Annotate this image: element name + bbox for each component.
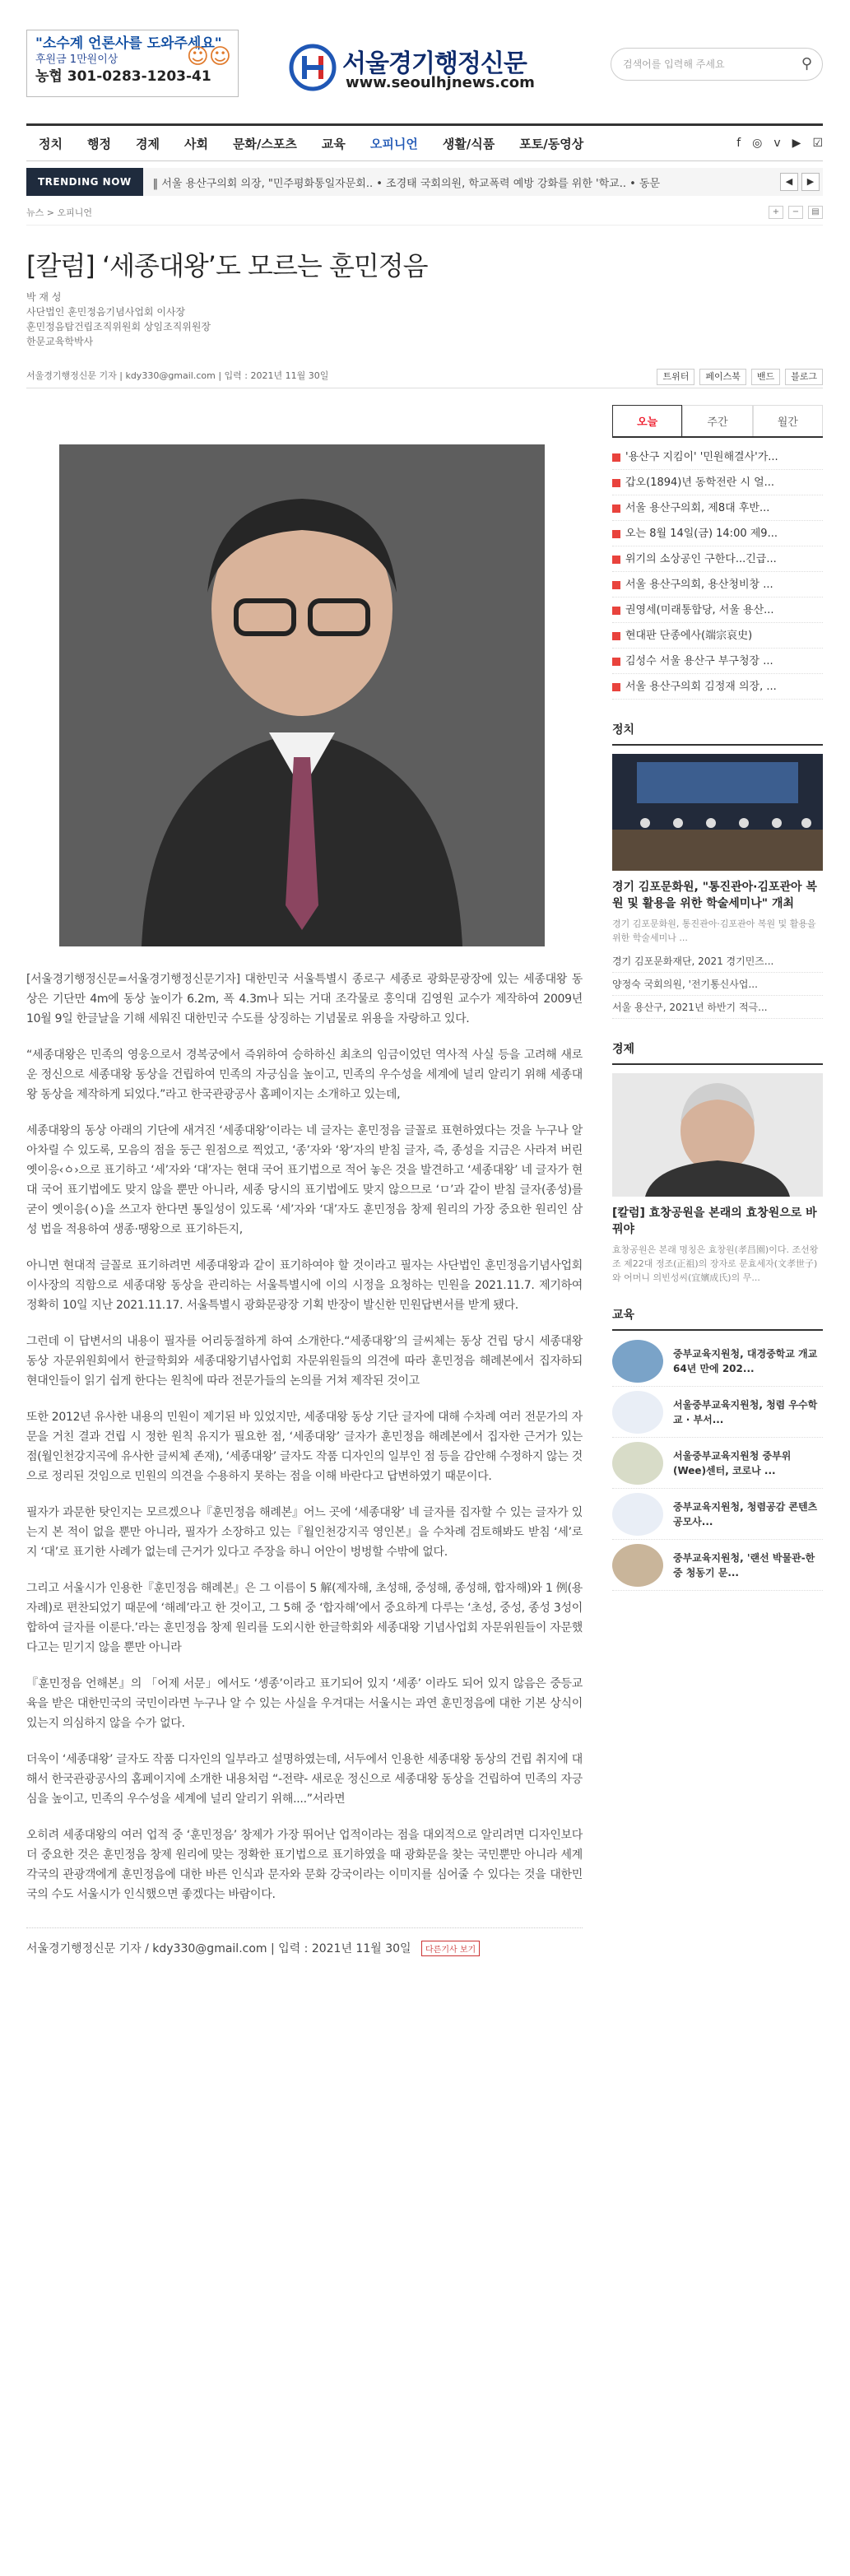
ad-line2: 후원금 1만원이상 <box>35 53 118 66</box>
list-item[interactable] <box>612 572 823 598</box>
politics-headline[interactable]: 경기 김포문화원, "통진관아·김포관아 복원 및 활용을 위한 학술세미나" 개최 <box>612 881 817 910</box>
share-band-button[interactable]: 밴드 <box>751 369 780 385</box>
article-paragraph: 오히려 세종대왕의 여러 업적 중 ‘훈민정음’ 창제가 가장 뛰어난 업적이라는 점을 대외적으로 알리려면 디자인보다 더 중요한 것은 훈민정음 창제 원리에 맞는 정확한 표기법으로 표기하였을 때 광화문을 찾는 국민뿐만 아니라 세계 각국의 관광객에게 훈민정음에 대한 바른 인식과 문자와 문화 강국이라는 이미지를 심어줄 수 있다는 것을 대한민국의 수도 서울시가 인식했으면 좋겠다는 바람이다. <box>26 1829 583 1901</box>
politics-list <box>612 950 823 1019</box>
education-list <box>612 1336 823 1591</box>
logo-mark-icon <box>288 43 337 92</box>
article-paragraph: 더욱이 ‘세종대왕’ 글자도 작품 디자인의 일부라고 설명하였는데, 서두에서 인용한 세종대왕 동상의 건립 취지에 대해서 한국관광공사의 홈페이지에 소개한 내용처럼 “-전략- 새로운 정신으로 세종대왕 동상을 건립하여 민족의 자긍심을 높이고, 민족의 우수성을 세계에 널리 알리기 위해....”서라면 <box>26 1753 583 1806</box>
byline-line: 박 재 성 <box>26 291 62 303</box>
education-item-label: 중부교육지원청, 대경중학교 개교 64년 만에 202... <box>673 1347 818 1374</box>
list-item[interactable] <box>612 444 823 470</box>
trending-controls <box>780 173 823 191</box>
tab-today[interactable]: 오늘 <box>612 405 682 436</box>
search-placeholder: 검색어를 입력해 주세요 <box>623 58 725 70</box>
article-text <box>26 969 583 1904</box>
article-paragraph: 필자가 과문한 탓인지는 모르겠으나『훈민정음 해례본』어느 곳에 ‘세종대왕’ 네 글자를 집자할 수 있는 글자가 있는지 본 적이 없을 뿐만 아니라, 필자가 소장하고 있는『월인천강지곡 영인본』을 수차례 검토해봐도 받침 ‘세’로 지 ‘대’로 표기한 사례가 없는데 근거가 있다고 주장을 하니 어안이 벙벙할 수밖에 없다. <box>26 1506 583 1559</box>
nav-item-opinion[interactable]: 오피니언 <box>369 136 418 151</box>
main-nav <box>26 123 823 161</box>
article-body <box>26 444 583 1956</box>
article-meta <box>26 369 823 388</box>
ranking-item-label: 권영세(미래통합당, 서울 용산... <box>625 604 774 616</box>
article-header <box>26 245 823 283</box>
thumbnail-image <box>612 1391 663 1434</box>
youtube-icon[interactable]: ▶ <box>792 137 801 150</box>
article-paragraph: [서울경기행정신문=서울경기행정신문기자] 대한민국 서울특별시 종로구 세종로 광화문광장에 있는 세종대왕 동상은 기단만 4m에 동상 높이가 6.2m, 폭 4.3m나 되는 거대 조각물로 홍익대 김영원 교수가 제작하여 2009년 10월 9일 한글날을 기해 세워진 대한민국 수도를 상징하는 기념물로 위용을 자랑하고 있다. <box>26 973 583 1025</box>
article-meta-text: 서울경기행정신문 기자 | kdy330@gmail.com | 입력 : 2021년 11월 30일 <box>26 370 329 381</box>
search-input[interactable] <box>611 48 823 81</box>
list-item[interactable] <box>612 674 823 700</box>
thumbnail-image <box>612 1340 663 1383</box>
nav-item-life-food[interactable]: 생활/식품 <box>442 136 495 151</box>
tab-weekly[interactable]: 주간 <box>682 405 752 436</box>
social-links <box>736 137 823 150</box>
ad-line3: 농협 301-0283-1203-41 <box>35 68 211 85</box>
list-item[interactable] <box>612 623 823 649</box>
ranking-item-label: 서울 용산구의회, 제8대 후반... <box>625 502 770 514</box>
signature-text: 서울경기행정신문 기자 / kdy330@gmail.com | 입력 : 2021년 11월 30일 <box>26 1942 411 1955</box>
article-paragraph: 『훈민정음 언해본』의 「어제 서문」에서도 ‘솅종’이라고 표기되어 있지 ‘세종’ 이라도 되어 있지 않음은 중등교육을 받은 대한민국의 국민이라면 누구나 알 수 있는 사실을 우겨대는 서울시는 과연 훈민정음에 대한 기본 상식이 있는지 의심하지 않을 수가 없다. <box>26 1677 583 1730</box>
section-heading-economy[interactable]: 경제 <box>612 1040 823 1065</box>
list-item[interactable]: 서울 용산구, 2021년 하반기 적극... <box>612 996 823 1019</box>
author-photo <box>59 444 545 946</box>
nav-item-society[interactable]: 사회 <box>183 136 208 151</box>
bullet-icon <box>612 505 620 513</box>
ranking-tabs <box>612 405 823 438</box>
bullet-icon <box>612 479 620 487</box>
nav-item-photo-video[interactable]: 포토/동영상 <box>519 136 584 151</box>
logo-url: www.seoulhjnews.com <box>346 74 535 91</box>
bullet-icon <box>612 632 620 640</box>
byline-line: 사단법인 훈민정음기념사업회 이사장 <box>26 306 186 318</box>
list-item[interactable] <box>612 546 823 572</box>
facebook-icon[interactable]: f <box>736 137 741 150</box>
sidebar <box>612 405 823 1591</box>
blog-icon[interactable]: ☑ <box>812 137 823 150</box>
share-facebook-button[interactable]: 페이스북 <box>699 369 746 385</box>
author-portrait-image <box>59 444 545 946</box>
share-blog-button[interactable]: 블로그 <box>785 369 823 385</box>
economy-summary: 효창공원은 본래 명칭은 효창원(孝昌園)이다. 조선왕조 제22대 정조(正祖)의 장자로 문효세자(文孝世子)와 어머니 의빈성씨(宜嬪成氏)의 무... <box>612 1244 819 1283</box>
politics-summary: 경기 김포문화원, 통진관아·김포관아 복원 및 활용을 위한 학술세미나 ... <box>612 918 816 943</box>
trending-bar <box>26 168 823 196</box>
list-item[interactable] <box>612 1438 823 1489</box>
nav-item-culture-sports[interactable]: 문화/스포츠 <box>232 136 297 151</box>
education-item-label: 서울중부교육지원청, 청렴 우수학교 · 부서... <box>673 1398 818 1425</box>
font-tools <box>769 206 823 219</box>
section-heading-politics[interactable]: 정치 <box>612 721 823 746</box>
donation-banner[interactable] <box>26 30 239 97</box>
article-paragraph: “세종대왕은 민족의 영웅으로서 경복궁에서 즉위하여 승하하신 최초의 임금이었던 역사적 사실 등을 고려해 새로운 정신으로 세종대왕 동상을 건립하여 민족의 자긍심을 높이고, 민족의 우수성을 세계에 널리 알리기 위해 세종대왕 동상을 제작하게 되었다.”라고 한국관광공사 홈페이지는 소개하고 있는데, <box>26 1049 583 1101</box>
byline-line: 한문교육학박사 <box>26 336 94 347</box>
thumbnail-image <box>612 1442 663 1485</box>
trending-ticker[interactable]: ‖ 서울 용산구의회 의장, "민주평화통일자문회.. • 조경태 국회의원, 학교폭력 예방 강화를 위한 '학교.. • 동문 <box>152 177 661 190</box>
list-item[interactable] <box>612 1489 823 1540</box>
bullet-icon <box>612 453 620 462</box>
nav-item-education[interactable]: 교육 <box>321 136 346 151</box>
article-signature <box>26 1927 583 1956</box>
instagram-icon[interactable]: ◎ <box>752 137 763 150</box>
ranking-item-label: 서울 용산구의회, 용산청비창 ... <box>625 579 773 591</box>
list-item[interactable] <box>612 1387 823 1438</box>
bullet-icon <box>612 581 620 589</box>
thumbnail-image <box>612 1493 663 1536</box>
share-buttons <box>657 369 823 385</box>
list-item[interactable] <box>612 1336 823 1387</box>
page-title: [칼럼] ‘세종대왕’도 모르는 훈민정음 <box>26 250 428 281</box>
breadcrumb-text[interactable]: 뉴스 > 오피니언 <box>26 207 92 218</box>
site-logo[interactable] <box>288 41 568 94</box>
vimeo-icon[interactable]: v <box>773 137 781 150</box>
byline-line: 훈민정음탑건립조직위원회 상임조직위원장 <box>26 321 211 332</box>
bullet-icon <box>612 658 620 666</box>
ranking-item-label: 서울 용산구의회 김정재 의장, ... <box>625 681 777 693</box>
bullet-icon <box>612 530 620 538</box>
bullet-icon <box>612 556 620 564</box>
article-paragraph: 세종대왕의 동상 아래의 기단에 새겨진 ‘세종대왕’이라는 네 글자는 훈민정음 글꼴로 표현하였다는 것을 누구나 알아차릴 수 있도록, 모음의 점을 둥근 원점으로 찍었고, ‘종’자와 ‘왕’자의 받침 글자, 즉, 종성을 지금은 사라져 버린 옛이응‹ㆁ›으로 표기하고 ‘세’자와 ‘대’자는 현대 국어 표기법으로 적어 놓은 것을 발견하고 ‘세종대왕’ 네 글자가 현대 국어 표기법에도 맞지 않을 뿐만 아니라, 세종 당시의 표기법에도 맞지 않으므로 ‘ㅁ’과 같이 받침 글자(종성)를 굳이 옛이응(ㆁ)을 쓰고자 한다면 통일성이 있도록 ‘세’자와 ‘대’자도 훈민정음 창제 원리의 가장 중요한 원리인 삼성 법을 적용하여 생종·땡왕으로 표기하든지, <box>26 1124 583 1236</box>
list-item[interactable]: 경기 김포문화재단, 2021 경기민즈... <box>612 950 823 973</box>
search-icon[interactable]: ⚲ <box>801 55 812 72</box>
chevron-right-icon[interactable]: ▶ <box>801 173 820 191</box>
article-paragraph: 그런데 이 답변서의 내용이 필자를 어리둥절하게 하여 소개한다.“세종대왕’의 글씨체는 동상 건립 당시 세종대왕 동상 자문위원회에서 한글학회와 세종대왕기념사업회 자문위원들의 의견에 따라 훈민정음 해례본에서 집자하되 현대인들이 읽기 쉽게 한다는 원칙에 따라 전문가들의 논의를 거쳐 제작된 것이고 <box>26 1335 583 1388</box>
list-item[interactable] <box>612 649 823 674</box>
article-paragraph: 그리고 서울시가 인용한『훈민정음 해례본』은 그 이름이 5 解(제자해, 초성해, 중성해, 종성해, 합자해)와 1 例(용자례)로 편찬되었기 때문에 ‘해례’라고 한 것이고, 그 5해 중 ‘합자해’에서 중요하게 다루는 ‘초성, 중성, 종성 3성이 합하여 글자를 이룬다.’라는 훈민정음 창제 원리를 도외시한 한글학회와 세종대왕 기념사업회 자문위원들이 자문했다고는 믿기지 않을 뿐만 아니라 <box>26 1582 583 1654</box>
ranking-item-label: 위기의 소상공인 구한다...긴급... <box>625 553 777 565</box>
list-item[interactable] <box>612 470 823 495</box>
education-item-label: 중부교육지원청, 청렴공감 콘텐츠 공모사... <box>673 1500 818 1527</box>
article-paragraph: 또한 2012년 유사한 내용의 민원이 제기된 바 있었지만, 세종대왕 동상 기단 글자에 대해 수차례 여러 전문가의 자문을 거친 결과 건립 시 정한 원칙 유지가 필요한 점, ‘세종대왕’ 글자가 훈민정음 해례본에서 집자한 근거가 있는 점(월인천강지곡에 유사한 글씨체 존재), ‘세종대왕’ 글자도 작품 디자인의 일부인 점 등을 감안해 수정하지 않는 것으로 정리된 것임으로 민원의 의견을 수용하지 못하는 점을 이해 바란다고 답변하였기 때문이다. <box>26 1411 583 1483</box>
chevron-left-icon[interactable]: ◀ <box>780 173 798 191</box>
more-articles-button[interactable]: 다른기사 보기 <box>421 1941 480 1956</box>
ranking-item-label: '용산구 지킴이' '민원해결사'가... <box>625 451 778 463</box>
bullet-icon <box>612 607 620 615</box>
font-increase-icon[interactable]: + <box>769 206 783 219</box>
share-twitter-button[interactable]: 트위터 <box>657 369 694 385</box>
ranking-item-label: 오는 8월 14일(금) 14:00 제9... <box>625 528 778 540</box>
thumbnail-image <box>612 1544 663 1587</box>
economy-headline[interactable]: [칼럼] 효창공원을 본래의 효창원으로 바꿔야 <box>612 1207 817 1236</box>
article-paragraph: 아니면 현대적 글꼴로 표기하려면 세종대왕과 같이 표기하여야 할 것이라고 필자는 사단법인 훈민정음기념사업회 이사장의 직함으로 세종대왕 동상을 관리하는 서울특별시에 이의 시정을 요청하는 민원을 2021.11.7. 제기하여 정확히 10일 지난 2021.11.17. 서울특별시 광화문광장 기획 반장이 발신한 민원답변서를 받게 됐다. <box>26 1259 583 1312</box>
trending-label: TRENDING NOW <box>26 168 143 196</box>
list-item[interactable] <box>612 598 823 623</box>
politics-thumbnail[interactable] <box>612 754 823 871</box>
ranking-item-label: 현대판 단종에사(端宗哀史) <box>625 630 753 642</box>
seminar-photo-image <box>612 754 823 871</box>
bullet-icon <box>612 683 620 691</box>
columnist-photo-image <box>612 1073 823 1197</box>
list-item[interactable]: 양정숙 국회의원, '전기통신사업... <box>612 973 823 996</box>
font-decrease-icon[interactable]: − <box>788 206 803 219</box>
nav-item-economy[interactable]: 경제 <box>135 136 160 151</box>
list-item[interactable] <box>612 521 823 546</box>
nav-item-administration[interactable]: 행정 <box>86 136 111 151</box>
print-icon[interactable]: ▤ <box>808 206 823 219</box>
site-header <box>26 16 823 107</box>
list-item[interactable] <box>612 1540 823 1591</box>
people-illustration-icon: ☺☺ <box>186 44 231 69</box>
breadcrumb <box>26 206 823 226</box>
ad-line1: "소수계 언론사를 도와주세요" <box>35 35 222 52</box>
logo-korean-name: 서울경기행정신문 <box>342 49 527 78</box>
education-item-label: 중부교육지원청, '랜선 박물관-한중 청동기 문... <box>673 1551 815 1579</box>
economy-thumbnail[interactable] <box>612 1073 823 1197</box>
ranking-list <box>612 444 823 700</box>
tab-monthly[interactable]: 월간 <box>753 405 823 436</box>
ranking-item-label: 갑오(1894)년 동학전란 시 얼... <box>625 477 775 489</box>
nav-item-politics[interactable]: 정치 <box>39 136 63 151</box>
article-byline <box>26 290 823 349</box>
ranking-item-label: 김성수 서울 용산구 부구청장 ... <box>625 655 773 667</box>
section-heading-education[interactable]: 교육 <box>612 1306 823 1331</box>
education-item-label: 서울중부교육지원청 중부위(Wee)센터, 코로나 ... <box>673 1449 792 1476</box>
list-item[interactable] <box>612 495 823 521</box>
